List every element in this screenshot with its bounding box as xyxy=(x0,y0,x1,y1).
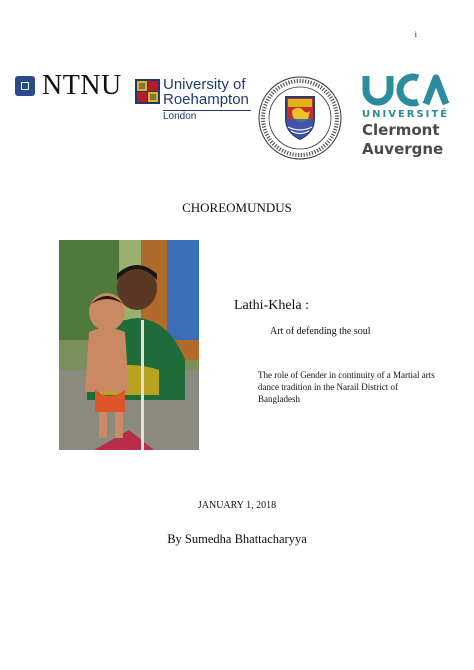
roehampton-line3: London xyxy=(163,111,197,122)
university-seal-icon xyxy=(255,75,345,161)
thesis-subtitle: Art of defending the soul xyxy=(270,326,371,337)
uca-line1: UNIVERSITÉ xyxy=(362,109,450,120)
roehampton-crest-icon xyxy=(135,79,160,104)
uca-line3: Auvergne xyxy=(362,140,444,158)
author: By Sumedha Bhattacharyya xyxy=(167,532,307,546)
uca-line2: Clermont xyxy=(362,121,440,139)
thesis-title: Lathi-Khela : xyxy=(234,298,310,313)
date: JANUARY 1, 2018 xyxy=(197,500,277,511)
cover-photo xyxy=(59,240,199,450)
roehampton-line2: Roehampton xyxy=(163,91,249,108)
roehampton-logo xyxy=(135,76,253,122)
uca-logo xyxy=(362,72,462,168)
ntnu-logo-text: NTNU xyxy=(42,70,122,101)
ntnu-logo xyxy=(15,72,122,100)
thesis-description: The role of Gender in continuity of a Martial arts dance tradition in the Narail District of Bangladesh xyxy=(258,370,435,404)
roehampton-line1: University of xyxy=(163,76,246,93)
ntnu-mark-icon xyxy=(15,76,35,96)
page-number: i xyxy=(414,30,417,39)
uca-mark-icon xyxy=(362,72,456,108)
program-title: CHOREOMUNDUS xyxy=(182,200,292,215)
